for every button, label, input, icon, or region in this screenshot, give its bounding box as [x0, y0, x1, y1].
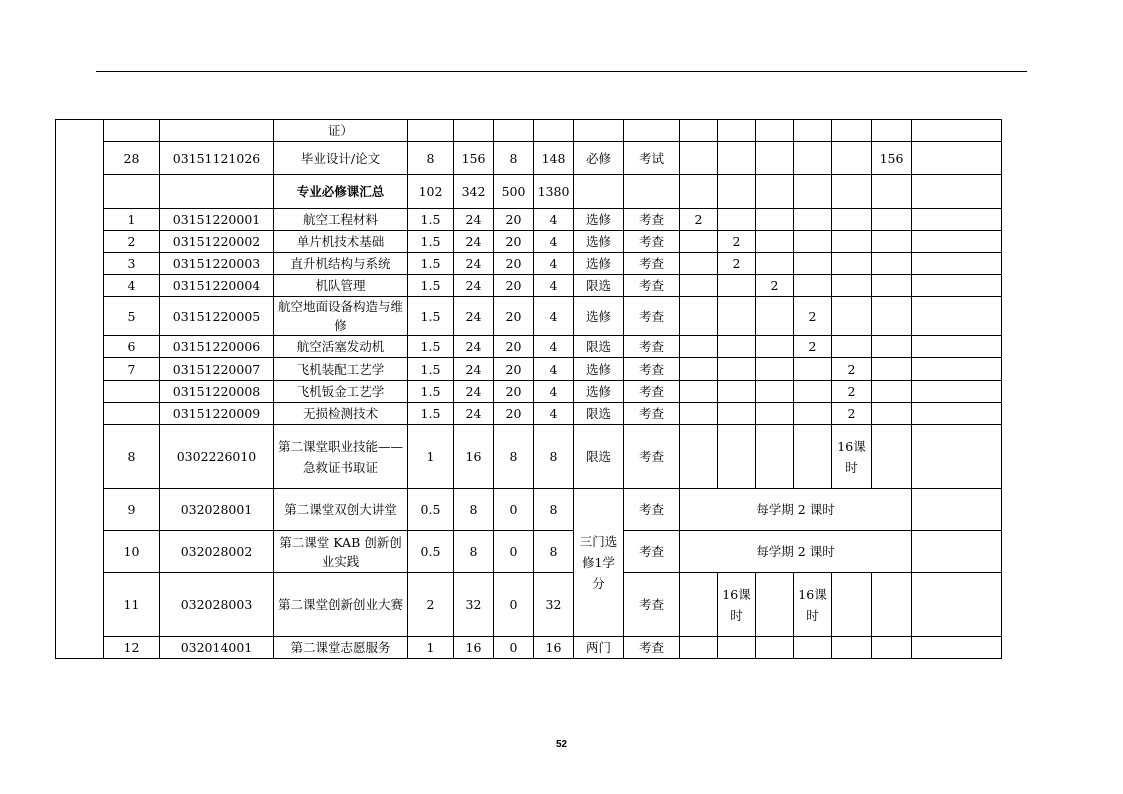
- table-row: [56, 209, 1002, 231]
- exam-type: 考查: [624, 336, 680, 358]
- course-name: 直升机结构与系统: [274, 253, 408, 275]
- practice-hours: 4: [534, 297, 574, 336]
- practice-hours: 4: [534, 253, 574, 275]
- total-hours: 24: [454, 253, 494, 275]
- practice-hours: 4: [534, 209, 574, 231]
- semester-hours: 156: [872, 142, 912, 175]
- course-no: 10: [104, 531, 160, 573]
- course-name: 单片机技术基础: [274, 231, 408, 253]
- exam-type: 考查: [624, 573, 680, 637]
- exam-type: 考查: [624, 275, 680, 297]
- practice-hours: 4: [534, 358, 574, 381]
- table-row: [56, 336, 1002, 358]
- course-name: 航空活塞发动机: [274, 336, 408, 358]
- course-name: 第二课堂志愿服务: [274, 637, 408, 659]
- course-no: 12: [104, 637, 160, 659]
- course-name: 航空工程材料: [274, 209, 408, 231]
- course-type: 选修: [574, 231, 624, 253]
- course-name: 第二课堂双创大讲堂: [274, 489, 408, 531]
- semester-hours: 2: [832, 381, 872, 403]
- table-row: [56, 253, 1002, 275]
- practice-hours: 4: [534, 336, 574, 358]
- exam-type: 考查: [624, 231, 680, 253]
- course-name: 航空地面设备构造与维修: [274, 297, 408, 336]
- exam-type: 考查: [624, 253, 680, 275]
- practice-hours: 8: [534, 531, 574, 573]
- exam-type: 考查: [624, 209, 680, 231]
- course-code: 03151220003: [160, 253, 274, 275]
- table-row: [56, 231, 1002, 253]
- total-hours: 24: [454, 403, 494, 425]
- summary-label: 专业必修课汇总: [274, 175, 408, 209]
- table-row: [56, 358, 1002, 381]
- course-type: 选修: [574, 358, 624, 381]
- semester-hours: 2: [794, 297, 832, 336]
- theory-hours: 500: [494, 175, 534, 209]
- semester-hours: 2: [680, 209, 718, 231]
- total-hours: 24: [454, 275, 494, 297]
- course-no: 3: [104, 253, 160, 275]
- course-code: 0302226010: [160, 425, 274, 489]
- theory-hours: 20: [494, 275, 534, 297]
- course-code: 032028003: [160, 573, 274, 637]
- course-no: 6: [104, 336, 160, 358]
- exam-type: 考查: [624, 425, 680, 489]
- course-type: 选修: [574, 297, 624, 336]
- semester-hours: 2: [756, 275, 794, 297]
- exam-type: 考查: [624, 403, 680, 425]
- table-row: [56, 142, 1002, 175]
- course-code: 03151220009: [160, 403, 274, 425]
- semester-hours: 16课时: [832, 425, 872, 489]
- course-type: 选修: [574, 209, 624, 231]
- total-hours: 342: [454, 175, 494, 209]
- course-name: 飞机装配工艺学: [274, 358, 408, 381]
- theory-hours: 0: [494, 637, 534, 659]
- course-name: 第二课堂创新创业大赛: [274, 573, 408, 637]
- theory-hours: 20: [494, 297, 534, 336]
- semester-hours: 16课时: [794, 573, 832, 637]
- course-type: 限选: [574, 403, 624, 425]
- course-code: 03151220004: [160, 275, 274, 297]
- course-no: 28: [104, 142, 160, 175]
- credit: 1.5: [408, 209, 454, 231]
- theory-hours: 8: [494, 142, 534, 175]
- course-code: 03151220006: [160, 336, 274, 358]
- semester-hours: 2: [832, 403, 872, 425]
- course-code: 03151220008: [160, 381, 274, 403]
- category-column: [56, 120, 104, 659]
- practice-hours: 148: [534, 142, 574, 175]
- course-no: 11: [104, 573, 160, 637]
- theory-hours: 20: [494, 209, 534, 231]
- schedule-note: 每学期 2 课时: [680, 531, 912, 573]
- total-hours: 32: [454, 573, 494, 637]
- practice-hours: 4: [534, 381, 574, 403]
- practice-hours: 16: [534, 637, 574, 659]
- theory-hours: 20: [494, 381, 534, 403]
- course-no: [104, 403, 160, 425]
- practice-hours: 32: [534, 573, 574, 637]
- course-name: 毕业设计/论文: [274, 142, 408, 175]
- summary-row: [56, 175, 1002, 209]
- theory-hours: 20: [494, 336, 534, 358]
- theory-hours: 20: [494, 403, 534, 425]
- course-plan-table: [55, 119, 1002, 659]
- credit: 1.5: [408, 231, 454, 253]
- theory-hours: 0: [494, 573, 534, 637]
- semester-hours: 2: [718, 231, 756, 253]
- course-code: 03151220001: [160, 209, 274, 231]
- course-no: [104, 381, 160, 403]
- course-no: 4: [104, 275, 160, 297]
- credit: 1.5: [408, 297, 454, 336]
- credit: 1.5: [408, 336, 454, 358]
- table-row: [56, 297, 1002, 336]
- practice-hours: 4: [534, 231, 574, 253]
- total-hours: 8: [454, 531, 494, 573]
- semester-hours: 2: [794, 336, 832, 358]
- table-row: [56, 120, 1002, 142]
- course-code: 03151220002: [160, 231, 274, 253]
- credit: 1.5: [408, 381, 454, 403]
- table-row: [56, 403, 1002, 425]
- practice-hours: 8: [534, 425, 574, 489]
- credit: 8: [408, 142, 454, 175]
- exam-type: 考查: [624, 637, 680, 659]
- course-code: 03151220007: [160, 358, 274, 381]
- credit: 1: [408, 637, 454, 659]
- total-hours: 24: [454, 358, 494, 381]
- credit: 0.5: [408, 531, 454, 573]
- exam-type: 考查: [624, 358, 680, 381]
- practice-hours: 4: [534, 403, 574, 425]
- theory-hours: 20: [494, 231, 534, 253]
- credit: 2: [408, 573, 454, 637]
- total-hours: 16: [454, 425, 494, 489]
- exam-type: 考查: [624, 489, 680, 531]
- table-row: [56, 637, 1002, 659]
- exam-type: 考查: [624, 531, 680, 573]
- course-type: 必修: [574, 142, 624, 175]
- theory-hours: 0: [494, 489, 534, 531]
- practice-hours: 8: [534, 489, 574, 531]
- semester-hours: 2: [718, 253, 756, 275]
- course-no: 1: [104, 209, 160, 231]
- course-name: 飞机钣金工艺学: [274, 381, 408, 403]
- theory-hours: 20: [494, 253, 534, 275]
- credit: 102: [408, 175, 454, 209]
- table-row: [56, 275, 1002, 297]
- course-no: 7: [104, 358, 160, 381]
- credit: 1.5: [408, 358, 454, 381]
- course-type: 限选: [574, 425, 624, 489]
- credit: 0.5: [408, 489, 454, 531]
- course-name: 第二课堂职业技能——急救证书取证: [274, 425, 408, 489]
- course-code: 03151121026: [160, 142, 274, 175]
- theory-hours: 8: [494, 425, 534, 489]
- table-row: [56, 573, 1002, 637]
- course-name: 无损检测技术: [274, 403, 408, 425]
- course-code: 03151220005: [160, 297, 274, 336]
- course-type: 选修: [574, 381, 624, 403]
- total-hours: 24: [454, 336, 494, 358]
- theory-hours: 20: [494, 358, 534, 381]
- semester-hours: 2: [832, 358, 872, 381]
- course-no: 8: [104, 425, 160, 489]
- course-name: 机队管理: [274, 275, 408, 297]
- total-hours: 156: [454, 142, 494, 175]
- exam-type: 考试: [624, 142, 680, 175]
- credit: 1: [408, 425, 454, 489]
- total-hours: 8: [454, 489, 494, 531]
- course-name: 第二课堂 KAB 创新创业实践: [274, 531, 408, 573]
- total-hours: 24: [454, 209, 494, 231]
- table-row: [56, 381, 1002, 403]
- course-no: 2: [104, 231, 160, 253]
- course-code: 032028001: [160, 489, 274, 531]
- course-code: 032014001: [160, 637, 274, 659]
- course-no: 9: [104, 489, 160, 531]
- course-type: 限选: [574, 275, 624, 297]
- total-hours: 24: [454, 231, 494, 253]
- credit: 1.5: [408, 403, 454, 425]
- course-type: 选修: [574, 253, 624, 275]
- table-row: [56, 425, 1002, 489]
- schedule-note: 每学期 2 课时: [680, 489, 912, 531]
- table-row: [56, 531, 1002, 573]
- course-code: 032028002: [160, 531, 274, 573]
- table-row: [56, 489, 1002, 531]
- page-number: 52: [555, 739, 568, 750]
- course-type-group: 三门选修1学分: [574, 489, 624, 637]
- exam-type: 考查: [624, 381, 680, 403]
- course-no: 5: [104, 297, 160, 336]
- total-hours: 24: [454, 381, 494, 403]
- course-name: 证）: [274, 120, 408, 142]
- practice-hours: 4: [534, 275, 574, 297]
- total-hours: 24: [454, 297, 494, 336]
- course-type: 限选: [574, 336, 624, 358]
- credit: 1.5: [408, 253, 454, 275]
- credit: 1.5: [408, 275, 454, 297]
- course-type: 两门: [574, 637, 624, 659]
- header-rule: [96, 71, 1027, 72]
- practice-hours: 1380: [534, 175, 574, 209]
- theory-hours: 0: [494, 531, 534, 573]
- total-hours: 16: [454, 637, 494, 659]
- exam-type: 考查: [624, 297, 680, 336]
- semester-hours: 16课时: [718, 573, 756, 637]
